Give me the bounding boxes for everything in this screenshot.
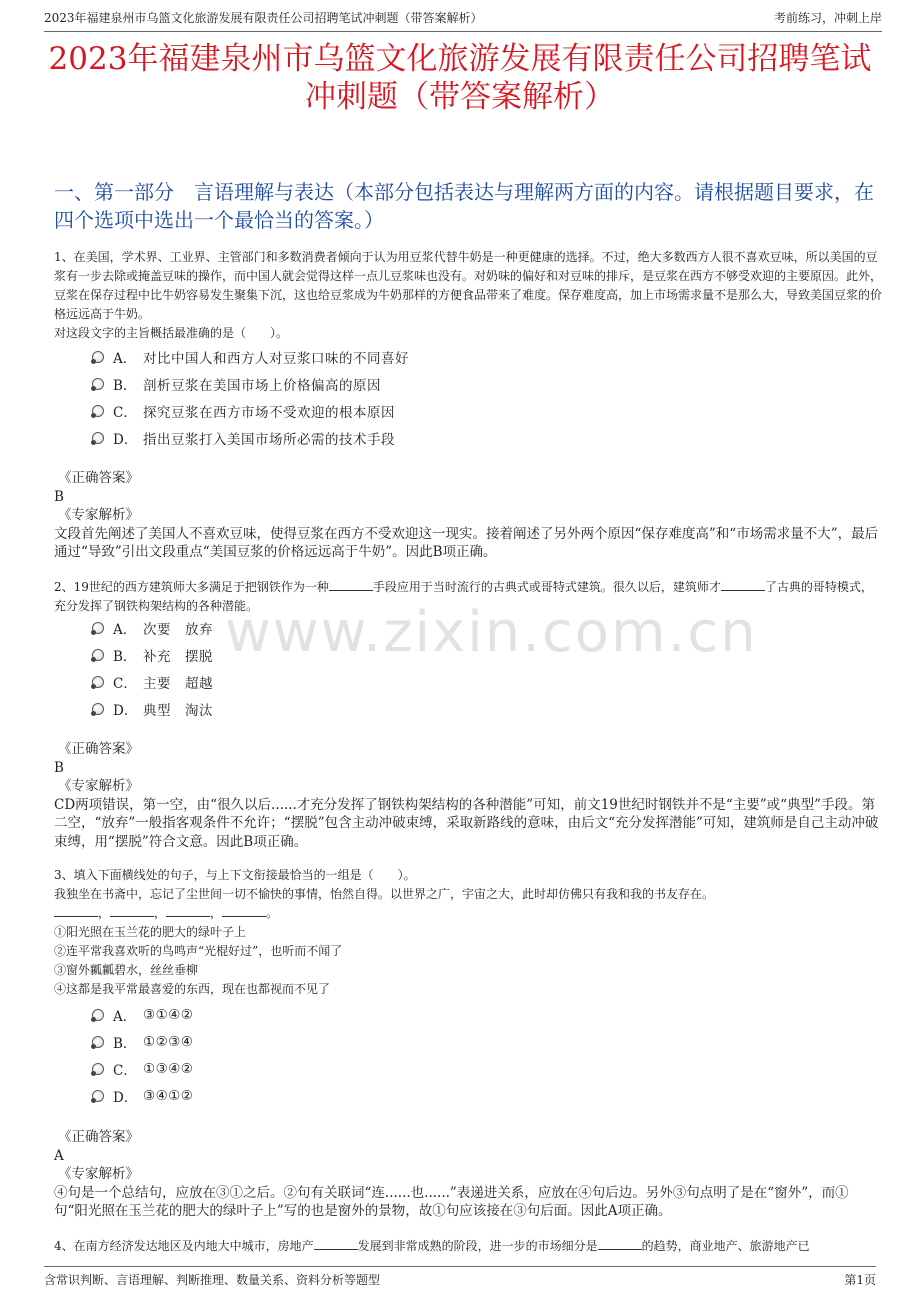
fill-blank bbox=[721, 579, 765, 591]
question-3-answer-block bbox=[54, 1128, 882, 1221]
option-a[interactable]: A． 次要 放弃 bbox=[92, 614, 213, 641]
option-b[interactable]: B． ①②③④ bbox=[92, 1028, 193, 1055]
option-d[interactable]: D． ③④①② bbox=[92, 1082, 193, 1109]
fill-blank bbox=[329, 579, 373, 591]
radio-icon[interactable] bbox=[92, 676, 104, 688]
section-heading: 一、第一部分 言语理解与表达（本部分包括表达与理解两方面的内容。请根据题目要求，在四个选项中选出一个最恰当的答案。） bbox=[54, 180, 874, 232]
page-number: 第1页 bbox=[844, 1273, 876, 1287]
header-doc-title: 2023年福建泉州市乌篮文化旅游发展有限责任公司招聘笔试冲刺题（带答案解析） bbox=[44, 11, 483, 25]
fill-blank bbox=[166, 905, 210, 917]
question-1-ask: 对这段文字的主旨概括最准确的是（ ）。 bbox=[54, 326, 289, 340]
question-2 bbox=[54, 578, 882, 616]
question-3-blanks: ， ， ， 。 bbox=[54, 904, 882, 923]
radio-icon[interactable] bbox=[92, 649, 104, 661]
question-3-item: ②连平常我喜欢听的鸟鸣声“光棍好过”，也听而不闻了 bbox=[54, 944, 343, 958]
option-d[interactable]: D． 典型 淘汰 bbox=[92, 695, 213, 722]
radio-icon[interactable] bbox=[92, 378, 104, 390]
question-2-stem: 2、19世纪的西方建筑师大多满足于把钢铁作为一种 手段应用于当时流行的古典式或哥特式建筑。很久以后，建筑师才 了古典的哥特模式，充分发挥了钢铁构架结构的各种潜能。 bbox=[54, 580, 873, 613]
option-a[interactable]: A． ③①④② bbox=[92, 1001, 193, 1028]
analysis-text: ④句是一个总结句，应放在③①之后。②句有关联词“连......也......”表递进关系，应放在④句后边。另外③句点明了是在“窗外”，而①句“阳光照在玉兰花的肥大的绿叶子上”写的也是窗外的景物，故①句应该接在③句后面。因此A项正确。 bbox=[54, 1184, 849, 1219]
radio-icon[interactable] bbox=[92, 703, 104, 715]
question-3-item: ③窗外瓤瓤碧水，丝丝垂柳 bbox=[54, 963, 199, 977]
question-1-stem: 1、在美国，学术界、工业界、主管部门和多数消费者倾向于认为用豆浆代替牛奶是一种更健康的选择。不过，绝大多数西方人很不喜欢豆味，所以美国的豆浆有一步去除或掩盖豆味的操作，而中国人就会觉得这样一点儿豆浆味也没有。对奶味的偏好和对豆味的排斥，是豆浆在西方不够受欢迎的主要原因。此外，豆浆在保存过程中比牛奶容易发生聚集下沉，这也给豆浆成为牛奶那样的方便食品带来了难度。保存难度高，加上市场需求量不是那么大，导致美国豆浆的价格远远高于牛奶。 bbox=[54, 250, 883, 321]
question-4 bbox=[54, 1237, 882, 1256]
analysis-label: 《专家解析》 bbox=[58, 1166, 139, 1182]
fill-blank bbox=[314, 1238, 358, 1250]
answer-label: 《正确答案》 bbox=[58, 741, 139, 757]
option-b[interactable]: B． 补充 摆脱 bbox=[92, 641, 213, 668]
answer-label: 《正确答案》 bbox=[58, 1129, 139, 1145]
radio-icon[interactable] bbox=[92, 1090, 104, 1102]
question-1-answer-block bbox=[54, 469, 882, 562]
option-c[interactable]: C． ①③④② bbox=[92, 1055, 193, 1082]
question-2-answer-block bbox=[54, 740, 882, 851]
answer-label: 《正确答案》 bbox=[58, 470, 139, 486]
question-3-stem: 3、填入下面横线处的句子，与上下文衔接最恰当的一组是（ ）。 bbox=[54, 868, 416, 882]
radio-icon[interactable] bbox=[92, 405, 104, 417]
option-c[interactable]: C． 主要 超越 bbox=[92, 668, 213, 695]
fill-blank bbox=[222, 905, 266, 917]
radio-icon[interactable] bbox=[92, 351, 104, 363]
question-1 bbox=[54, 248, 882, 343]
answer-value: B bbox=[54, 759, 64, 776]
question-2-options bbox=[92, 614, 213, 722]
question-3 bbox=[54, 866, 882, 999]
watermark: www.zixin.com.cn bbox=[225, 600, 758, 665]
radio-icon[interactable] bbox=[92, 1009, 104, 1021]
radio-icon[interactable] bbox=[92, 1036, 104, 1048]
question-3-item: ④这都是我平常最喜爱的东西，现在也都视而不见了 bbox=[54, 982, 331, 996]
radio-icon[interactable] bbox=[92, 432, 104, 444]
analysis-label: 《专家解析》 bbox=[58, 778, 139, 794]
question-3-item: ①阳光照在玉兰花的肥大的绿叶子上 bbox=[54, 925, 247, 939]
page-header bbox=[44, 10, 882, 32]
fill-blank bbox=[110, 905, 154, 917]
question-4-stem: 4、在南方经济发达地区及内地大中城市，房地产 发展到非常成熟的阶段，进一步的市场细分是 的趋势，商业地产、旅游地产已 bbox=[54, 1239, 810, 1253]
option-b[interactable]: B． 剖析豆浆在美国市场上价格偏高的原因 bbox=[92, 370, 409, 397]
fill-blank bbox=[54, 905, 98, 917]
question-3-options bbox=[92, 1001, 193, 1109]
analysis-text: CD两项错误，第一空，由“很久以后......才充分发挥了钢铁构架结构的各种潜能”可知，前文19世纪时钢铁并不是“主要”或“典型”手段。第二空，“放弃”一般指客观条件不允许；“摆脱”包含主动冲破束缚，采取新路线的意味，由后文“充分发挥潜能”可知，建筑师是自己主动冲破束缚，用“摆脱”符合文意。因此B项正确。 bbox=[54, 796, 879, 850]
document-title: 2023年福建泉州市乌篮文化旅游发展有限责任公司招聘笔试冲刺题（带答案解析） bbox=[48, 41, 872, 115]
radio-icon[interactable] bbox=[92, 622, 104, 634]
footer-note: 含常识判断、言语理解、判断推理、数量关系、资料分析等题型 bbox=[44, 1273, 381, 1287]
option-a[interactable]: A． 对比中国人和西方人对豆浆口味的不同喜好 bbox=[92, 343, 409, 370]
header-slogan: 考前练习，冲刺上岸 bbox=[773, 11, 882, 25]
question-1-options bbox=[92, 343, 409, 451]
page-footer bbox=[44, 1266, 876, 1288]
analysis-text: 文段首先阐述了美国人不喜欢豆味，使得豆浆在西方不受欢迎这一现实。接着阐述了另外两个原因“保存难度高”和“市场需求量不大”，最后通过“导致”引出文段重点“美国豆浆的价格远远高于牛奶”。因此B项正确。 bbox=[54, 525, 879, 560]
answer-value: B bbox=[54, 488, 64, 505]
question-3-passage: 我独坐在书斋中，忘记了尘世间一切不愉快的事情，怡然自得。以世界之广，宇宙之大，此时却仿佛只有我和我的书友存在。 bbox=[54, 887, 715, 901]
option-c[interactable]: C． 探究豆浆在西方市场不受欢迎的根本原因 bbox=[92, 397, 409, 424]
radio-icon[interactable] bbox=[92, 1063, 104, 1075]
answer-value: A bbox=[54, 1147, 64, 1164]
fill-blank bbox=[598, 1238, 642, 1250]
analysis-label: 《专家解析》 bbox=[58, 507, 139, 523]
option-d[interactable]: D． 指出豆浆打入美国市场所必需的技术手段 bbox=[92, 424, 409, 451]
